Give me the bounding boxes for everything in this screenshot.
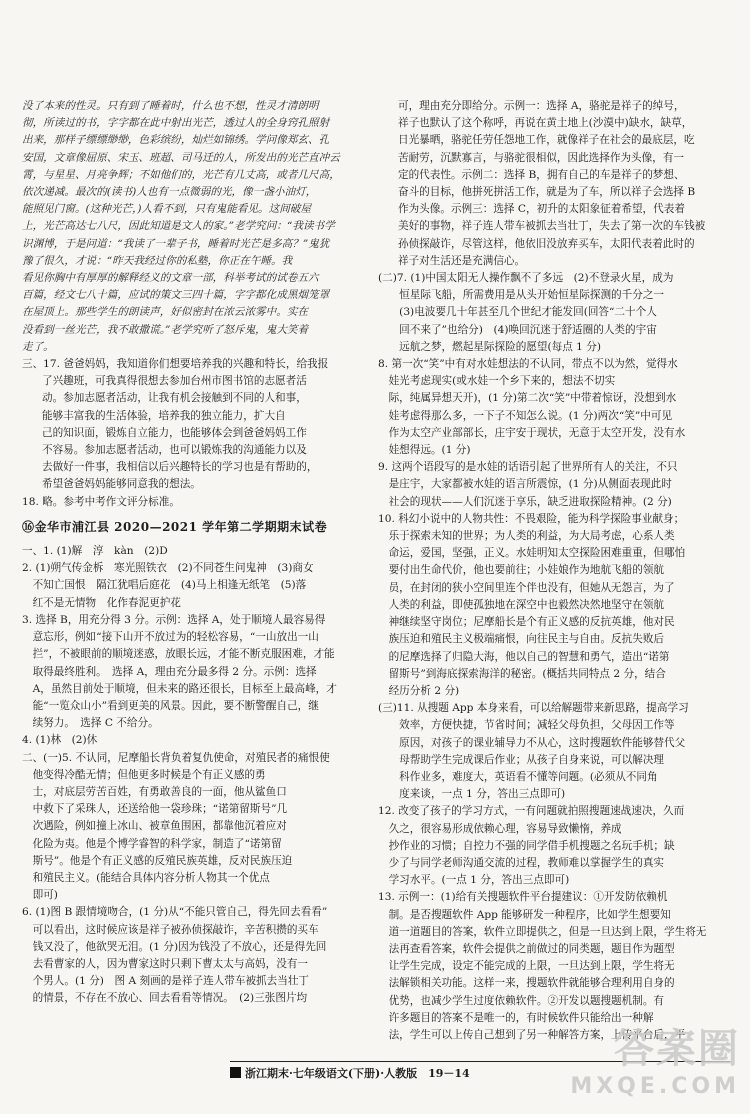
question-5 (22, 750, 365, 905)
text-line: 10. 科幻小说中的人物共性：不畏艰险，能为科学探险事业献身； (378, 512, 685, 525)
text-line: 了兴趣班，可我真得很想去参加台州市图书馆的志愿者活 (42, 375, 307, 388)
question-13 (378, 889, 730, 1044)
text-line: 回不来了”也给分) (4)唤回沉迷于舒适圈的人类的宇宙 (378, 323, 657, 336)
text-line: 久之，很容易形成依赖心理，容易导致懒惰，养成 (378, 822, 622, 835)
text-line: 是庄宇，大家都被水娃的语言所震惊，(1 分)从侧面表现此时 (378, 478, 672, 491)
question-8 (378, 356, 730, 459)
text-line: 能够丰富我的生活体验，培养我的独立能力，扩大自 (42, 409, 286, 422)
text-line: 乐于探索未知的世界；为人类的利益，为大局考虑，心系人类 (378, 530, 675, 543)
text-line: 三、17. 爸爸妈妈，我知道你们想要培养我的兴趣和特长，给我报 (22, 358, 329, 371)
text-line: 远航之梦，燃起星际探险的愿望(每点 1 分) (378, 340, 602, 353)
text-line: 法，学生可以上传自己想到了另一种解答方案，上传平台后，平 (378, 1028, 686, 1041)
text-line: 人类的利益，即使孤独地在深空中也毅然决然地坚守在领航 (378, 598, 665, 611)
question-6 (22, 904, 365, 1007)
text-line: 制。是否搜题软件 App 能够研发一种程序，比如学生想要知 (378, 908, 671, 921)
text-line: 可，理由充分即给分。示例一：选择 A，骆驼是祥子的绰号， (398, 100, 685, 112)
text-line: 次遇险，例如撞上冰山、被章鱼围困，都靠他沉着应对 (22, 820, 287, 833)
text-line: 优势，也减少学生过度依赖软件。②开发以题搜题机制。有 (378, 994, 665, 1007)
text-line: 祥子对生活还是充满信心。 (398, 254, 526, 267)
text-line: (三)11. 从搜题 App 本身来看，可以给解题带来新思路，提高学习 (378, 702, 689, 715)
exam-title: ⑯金华市浦江县 2020—2021 学年第二学期期末试卷 (22, 519, 328, 534)
question-9 (378, 459, 730, 511)
text-line: 和殖民主义。(能结合具体内容分析人物其一个优点 (22, 871, 270, 884)
text-line: 3. 选择 B，用充分得 3 分。示例：选择 A，处于顺境人最容易得 (22, 613, 326, 626)
question-2 (22, 560, 365, 612)
question-17 (22, 356, 365, 494)
text-line: 即可) (22, 889, 58, 902)
text-line: 让学生完成，设定不能完成的上限，一旦达到上限，学生将无 (378, 960, 675, 973)
text-line: 恒星际飞船，所需费用是从头开始恒星际探测的千分之一 (378, 289, 665, 302)
text-line: 拦”，不被眼前的顺境迷惑，放眼长远，才能不断克服困难，才能 (22, 648, 335, 661)
text-line: 化险为夷。他是个博学睿智的科学家，制造了“诺第留 (22, 837, 282, 850)
text-line: 族压迫和殖民主义极端痛恨，向往民主与自由。反抗失败后 (378, 633, 665, 646)
text-line: 奋斗的目标，他拼死拼活工作，就是为了车，所以祥子会选择 B (398, 186, 696, 199)
question-4: 4. (1)林 (2)休 (22, 734, 98, 747)
text-line: 能照见门窗。(这种光芒，)人看不到，只有鬼能看见。这间破屋 (22, 203, 311, 216)
question-3 (22, 612, 365, 732)
text-line: 娃光考虑现实(或水娃一个乡下来的，想法不切实 (378, 375, 616, 388)
text-line: 走了。 (22, 340, 54, 353)
text-line: 他变得冷酷无情；但他更多时候是个有正义感的勇 (22, 768, 266, 781)
text-line: 己的知识面，锻炼自立能力，也能够体会到爸爸妈妈工作 (42, 426, 307, 439)
text-line: 少了与同学老师沟通交流的过程，教师难以掌握学生的真实 (378, 856, 665, 869)
text-line: 百篇，经文七八十篇，应试的策文三四十篇，字字都化成黑烟笼罩 (22, 289, 330, 302)
text-line: 孙侦探敲诈，尽管这样，他依旧没放弃买车，太阳代表着此时的 (398, 237, 695, 250)
text-line: 能“一览众山小”看到更美的风景。因此，要不断警醒自己，继 (22, 699, 319, 712)
text-line: 依次递减。最次的(读书)人也有一点微弱的光，像一盏小油灯， (22, 186, 317, 199)
text-line: 许多题目的答案不是唯一的，有时候软件只能给出一种解 (378, 1011, 654, 1024)
watermark-sub: MXQE.COM (570, 1074, 740, 1099)
text-line: 要付出生命代价，他也要前往；小娃娘作为地航飞船的领航 (378, 564, 665, 577)
text-line: (二)7. (1)中国太阳无人操作飘不了多远 (2)不登录火星，成为 (378, 272, 674, 285)
text-line: 霄，与星星、月亮争辉；不如他们的，光芒有几丈高，或者几尺高， (22, 168, 340, 181)
text-line: 科作业多，难度大，英语看不懂等问题。(必须从不同角 (378, 770, 658, 783)
watermark-text: 答案圈 (614, 1026, 740, 1072)
text-line: 的尼摩选择了归隐大海，他以自己的智慧和勇气，造出“诺第 (378, 650, 670, 663)
text-line: 学习水平。(一点 1 分，答出三点即可) (378, 874, 570, 887)
text-line: 彻，所读过的书，字字都在此中射出光芒，透过人的全身窍孔照射 (22, 117, 330, 130)
text-line: 效率，方便快捷，节省时间；减轻父母负担，父母因工作等 (378, 719, 675, 732)
text-line: 日光暴晒，骆驼任劳任怨地工作，就像祥子在社会的最底层，吃 (398, 134, 695, 147)
text-line: 没了本来的性灵。只有到了睡着时，什么也不想，性灵才清朗明 (22, 100, 319, 112)
text-line: 2. (1)朔气传金柝 寒光照铁衣 (2)不同苍生问鬼神 (3)商女 (22, 562, 314, 575)
text-line: 去看曹家的人，因为曹家这时只剩下曹太太与高妈，没有一 (22, 957, 309, 970)
question-10 (378, 511, 730, 700)
text-line: 留斯号”到海底探索海洋的秘密。(概括共同特点 2 分，结合 (378, 667, 666, 680)
question-18: 18. 略。参考中考作文评分标准。 (22, 495, 180, 508)
text-line: 去做好一件事，我相信以后兴趣特长的学习也是有帮助的， (42, 461, 318, 474)
text-line: 美好的事物，祥子连人带车被抓去当壮丁，失去了第一次的车钱被 (398, 220, 706, 233)
text-line: 斯号”。他是个有正义感的反殖民族英雄，反对民族压迫 (22, 854, 293, 867)
text-line: 出来，那样子缥缥缈缈，色彩缤纷，灿烂如锦绣。学问像郑玄、孔 (22, 134, 330, 147)
watermark-logo (570, 1026, 740, 1106)
text-line: (3)电波要几十年甚至几个世纪才能发回(回答“二十个人 (378, 306, 657, 319)
text-line: 上，光芒高达七八尺，因此知道是文人的家。”老学究问：“我读书学 (22, 220, 335, 233)
text-line: 士，对底层劳苦百姓，有勇敢善良的一面，他从鲨鱼口 (22, 785, 287, 798)
text-line: 没看到一丝光芒，我不敢撒谎。”老学究听了怒斥鬼，鬼大笑着 (22, 323, 309, 336)
text-line: 二、(一)5. 不认同，尼摩船长背负着复仇使命，对殖民者的痛恨使 (22, 751, 330, 764)
text-line: 作为头像。示例三：选择 C，初升的太阳象征着希望，代表着 (398, 203, 685, 216)
answer-continuation (378, 98, 730, 270)
text-line: 社会的现状——人们沉迷于享乐，缺乏进取探险精神。(2 分) (378, 495, 672, 508)
text-line: 豫了很久，才说：“昨天我经过你的私塾，你正在午睡。我 (22, 254, 293, 267)
text-line: 个男人。(1 分) 图 A 刻画的是祥子连人带车被抓去当壮丁 (22, 975, 310, 988)
text-line: 神继续坚守岗位；尼摩船长是个有正义感的反抗英雄，他对民 (378, 616, 675, 629)
text-line: 6. (1)图 B 跟情境吻合，(1 分)从“不能只管自己，得先回去看看” (22, 906, 328, 919)
text-line: 意忘形，例如“接下山开不放过为的轻松容易，“一山放出一山 (22, 631, 319, 644)
text-line: 母帮助学生完成课后作业；从孩子自身来说，可以解决理 (378, 753, 665, 766)
text-line: 道一道题目的答案，软件立即提供之，但是一旦达到上限，学生将无 (378, 925, 707, 938)
text-line: 识渊博，于是问道：“我读了一辈子书，睡着时光芒是多高？”鬼犹 (22, 237, 330, 250)
text-line: 原因，对孩子的课业辅导力不从心，这时搜题软件能够替代父 (378, 736, 686, 749)
text-line: 经历分析 2 分) (378, 684, 460, 697)
question-11 (378, 700, 730, 803)
text-line: 中救下了采珠人，还送给他一袋珍珠；“诺第留斯号”几 (22, 803, 288, 816)
question-7 (378, 270, 730, 356)
text-line: 苦耐劳，沉默寡言，与骆驼很相似，因此选择作为头像，有一 (398, 151, 685, 164)
text-line: 娃考虑得那么多，一下子不知怎么说。(1 分)两次“笑”中可见 (378, 409, 673, 422)
text-line: 续努力。 选择 C 不给分。 (22, 717, 159, 730)
text-line: A，虽然目前处于顺境，但未来的路还很长，目标至上最高峰，才 (22, 682, 337, 695)
text-line: 不容易。参加志愿者活动，也可以锻炼我的沟通能力以及 (42, 444, 307, 457)
text-line: 抄作业的习惯；自控力不强的同学借手机搜题之名玩手机；缺 (378, 839, 675, 852)
square-icon (230, 1067, 241, 1078)
text-line: 13. 示例一：(1)给有关搜题软件平台提建议：①开发防依赖机 (378, 891, 668, 904)
text-line: 9. 这两个语段写的是水娃的话语引起了世界所有人的关注，不只 (378, 461, 678, 474)
text-line: 际，纯属异想天开)，(1 分)第二次“笑”中带着惊讶，没想到水 (378, 392, 677, 405)
text-line: 度来谈，一点 1 分，答出三点即可) (378, 788, 566, 801)
text-line: 在屋顶上。那些学生的朗读声，好似密封在浓云浓雾中。实在 (22, 306, 309, 319)
text-line: 法再查看答案，软件会提供之前做过的同类题，题目作为题型 (378, 942, 675, 955)
translation-passage (22, 98, 365, 356)
text-line: 希望爸爸妈妈能够同意我的想法。 (42, 478, 201, 491)
text-line: 钱又没了，他欲哭无泪。(1 分)因为钱没了不放心，还是得先回 (22, 940, 327, 953)
text-line: 取得最终胜利。 选择 A，理由充分最多得 2 分。示例：选择 (22, 665, 317, 678)
text-line: 可以看出，这时候应该是祥子被孙侦探敲诈，辛苦积攒的买车 (22, 923, 319, 936)
text-line: 红不是无情物 化作春泥更护花 (22, 596, 181, 609)
text-line: 不知亡国恨 隔江犹唱后庭花 (4)马上相逢无纸笔 (5)落 (22, 579, 307, 592)
question-1: 一、1. (1)解 淳 kàn (2)D (22, 545, 168, 558)
left-column (22, 98, 365, 1008)
text-line: 动。参加志愿者活动，让我有机会接触到不同的人和事， (42, 392, 307, 405)
text-line: 8. 第一次“笑”中有对水娃想法的不认同，带点不以为然，觉得水 (378, 358, 678, 371)
text-line: 员，在封闭的狭小空间里连个伴也没有，但她从无怨言，为了 (378, 581, 675, 594)
question-12 (378, 803, 730, 889)
text-line: 安国，文章像屈原、宋玉、班超、司马迁的人，所发出的光芒直冲云 (22, 151, 340, 164)
right-column (378, 98, 730, 1044)
text-line: 祥子也默认了这个称呼，再说在黄土地上(沙漠中)缺水，缺草， (398, 117, 693, 130)
text-line: 的情景，不存在不放心、回去看看等情况。 (2)三张图片均 (22, 992, 308, 1005)
text-line: 法解锁相关功能。这样一来，搜题软件就能够合理利用自身的 (378, 977, 675, 990)
text-line: 12. 改变了孩子的学习方式，一有问题就拍照搜题速战速决，久而 (378, 805, 685, 818)
text-line: 娃想得远。(1 分) (378, 444, 471, 457)
text-line: 定的代表性。示例二：选择 B，拥有自己的车是祥子的梦想、 (398, 168, 685, 181)
text-line: 看见你胸中有厚厚的解释经义的文章一部，科举考试的试卷五六 (22, 272, 319, 285)
text-line: 命运，爱国，坚强，正义。水娃明知太空探险困难重重，但哪怕 (378, 547, 686, 560)
footer-text: 浙江期末·七年级语文(下册)·人教版 19－14 (245, 1067, 470, 1080)
text-line: 作为太空产业部部长，庄宇安于现状，无意于太空开发，没有水 (378, 426, 686, 439)
